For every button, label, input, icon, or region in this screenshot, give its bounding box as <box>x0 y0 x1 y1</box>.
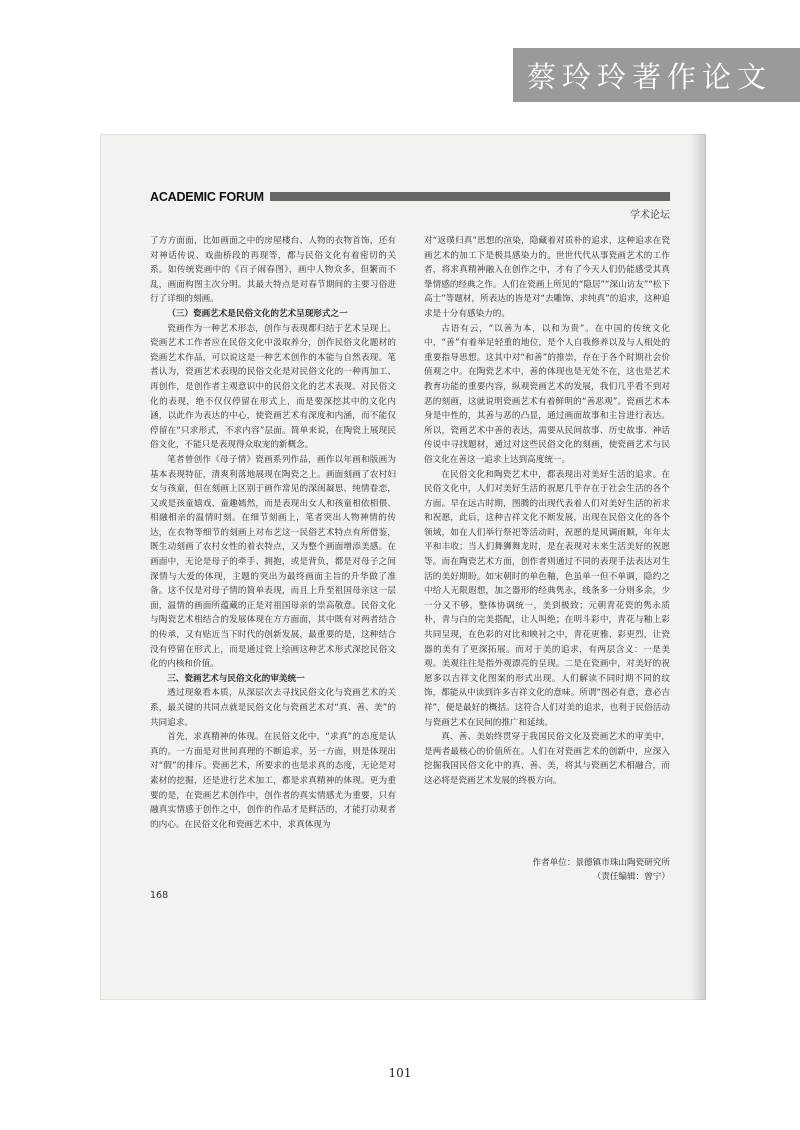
paragraph: 古语有云，“以善为本，以和为贵”。在中国的传统文化中，“善”有着举足轻重的地位，是个人自我修养以及与人相处的重要指导思想。这其中对“和善”的推崇，存在于各个时期社会价值观之中。在陶瓷艺术中，善的体现也是无处不在，这也是艺术教育功能的重要内容，纵观瓷画艺术的发展，我们几乎看不到对恶的刻画，这就说明瓷画艺术有着鲜明的“善恶观”。瓷画艺术本身是中性的，其善与恶的凸显，通过画面故事和主旨进行表达。所以，瓷画艺术中善的表达，需要从民间故事、历史故事、神话传说中寻找题材，通过对这些民俗文化的刻画，使瓷画艺术与民俗文化在善这一追求上达到高度统一。 <box>424 323 670 465</box>
paragraph: 首先，求真精神的体现。在民俗文化中，“求真”的态度是认真的。一方面是对世间真理的不断追求，另一方面，则是体现出对“假”的排斥。瓷画艺术，所要求的也是求真的态度，无论是对素材的挖掘，还是进行艺术加工，都是求真精神的体现。更为重要的是，在瓷画艺术创作中，创作者的真实情感尤为重要，只有融真实情感于创作之中，创作的作品才是鲜活的，才能打动观者的内心。在民俗文化和瓷画艺术中，求真体现为 <box>150 732 396 830</box>
section-heading: （三）瓷画艺术是民俗文化的艺术呈现形式之一 <box>167 308 348 319</box>
paragraph: 在民俗文化和陶瓷艺术中，都表现出对美好生活的追求。在民俗文化中，人们对美好生活的祝愿几乎存在于社会生活的各个方面。早在远古时期，图腾的出现代表着人们对美好生活的祈求和祝愿，此后，这种吉祥文化不断发展，出现在民俗文化的各个领域，如在人们举行祭祀等活动时，祝愿的是风调雨顺，年年太平和丰收；当人们舞狮舞龙时，是在表现对未来生活美好的祝愿等。而在陶瓷艺术方面，创作者则通过不同的表现手法表达对生活的美好期盼。如宋朝时的单色釉，色虽单一但不单调，隐约之中给人无限遐想，加之器形的经典隽永，线条多一分则多余，少一分又不够，整体协调统一，美到极致；元朝青花瓷的隽永质朴，青与白的完美搭配，让人叫绝；在明斗彩中，青花与釉上彩共同呈现，在色彩的对比和映衬之中，青花更雅、彩更烈，让瓷器的美有了更深拓展。而对于美的追求，有两层含义：一是美观。美观往往是指外观漂亮的呈现。二是在瓷画中，对美好的祝愿多以吉祥文化图案的形式出现。人们解读不同时期不同的纹饰，都能从中读到许多吉祥文化的意味。所谓“图必有意，意必吉祥”，便是最好的概括。这符合人们对美的追求，也利于民俗活动与瓷画艺术在民间的推广和延续。 <box>424 469 670 728</box>
binding-shadow <box>690 134 706 1000</box>
right-column <box>424 234 670 789</box>
document-banner <box>513 48 800 102</box>
paragraph: 了方方面面，比如画面之中的房屋楼台、人物的衣物首饰，还有对神话传说、戏曲桥段的再现等，都与民俗文化有着密切的关系。如传统瓷画中的《百子闹春图》，画中人物众多，但繁而不乱，画面构图主次分明。其最大特点是对春节期间的主要习俗进行了详细的刻画。 <box>150 236 396 305</box>
document-page-number: 101 <box>388 1066 412 1080</box>
author-affiliation: 作者单位：景德镇市珠山陶瓷研究所 <box>532 858 670 868</box>
author-info <box>424 856 670 884</box>
paragraph: 瓷画作为一种艺术形态，创作与表现都归结于艺术呈现上。瓷画艺术工作者应在民俗文化中汲取养分，创作民俗文化题材的瓷画艺术作品，可以说这是一种艺术创作的本能与自然表现。笔者认为，瓷画艺术表现的民俗文化是对民俗文化的一种再加工、再创作，是创作者主观意识中的民俗文化的艺术表现。对民俗文化的表现，绝不仅仅停留在形式上，而是要深挖其中的文化内涵，以此作为表达的中心，使瓷画艺术有深度和内涵，而不能仅停留在“只求形式，不求内容”层面。简单来说，在陶瓷上展现民俗文化，不能只是表现得众取宠的新概念。 <box>150 323 396 451</box>
banner-title: 蔡玲玲著作论文 <box>527 59 773 94</box>
paragraph: 对“返璞归真”思想的渲染，隐藏着对质朴的追求，这种追求在瓷画艺术的加工下是极具感染力的。世世代代从事瓷画艺术的工作者，将求真精神融入在创作之中，才有了今天人们仍能感受其真挚情感的经典之作。人们在瓷画上所见的“隐居”“深山访友”“松下高士”等题材，所表达的皆是对“去雕饰、求纯真”的追求，这种追求是十分有感染力的。 <box>424 236 670 319</box>
paragraph: 笔者曾创作《母子情》瓷画系列作品，画作以年画和版画为基本表现特征，清爽利落地展现在陶瓷之上。画面刻画了农村妇女与孩童，但在刻画上区别于画作常见的深闺凝思、纯情眷恋，又或是孩童嬉戏、童趣嫣然，而是表现出女人和孩童相依相偎、相融相亲的温情时刻。在细节刻画上，笔者突出人物神情的传达，在衣物等细节的刻画上对布艺这一民俗艺术特点有所借鉴，既生动刻画了农村女性的着衣特点，又为整个画面增添美感。在画面中，无论是母子的牵手、拥抱，或是背负，都是对母子之间深情与大爱的体现，主题的突出为最终画面主旨的升华做了准备。这不仅是对母子情的简单表现，而且上升至祖国母亲这一层面，温情的画面所蕴藏的正是对祖国母亲的崇高敬意。民俗文化与陶瓷艺术相结合的发展体现在方方面面，其中既有对两者结合的传承，又有贴近当下时代的创新发展，最重要的是，这种结合没有停留在形式上，而是通过瓷上绘画这种艺术形式深挖民俗文化的内核和价值。 <box>150 454 396 670</box>
responsible-editor: （责任编辑：曾宁） <box>592 872 670 882</box>
journal-header <box>150 186 670 221</box>
journal-section-title: 学术论坛 <box>630 210 670 221</box>
left-column <box>150 234 396 832</box>
journal-page-number: 168 <box>150 890 169 901</box>
section-heading: 三、瓷画艺术与民俗文化的审美统一 <box>167 673 305 684</box>
paragraph: 透过现象看本质，从深层次去寻找民俗文化与瓷画艺术的关系，最关键的共同点就是民俗文化与瓷画艺术对“真、善、美”的共同追求。 <box>150 688 396 728</box>
scanned-journal-page <box>100 134 706 1000</box>
paragraph: 真、善、美始终贯穿于我国民俗文化及瓷画艺术的审美中，是两者最核心的价值所在。人们在对瓷画艺术的创新中，应深入挖掘我国民俗文化中的真、善、美，将其与瓷画艺术相融合，而这必将是瓷画艺术发展的终极方向。 <box>424 732 670 786</box>
header-rule <box>270 192 670 201</box>
journal-brand: ACADEMIC FORUM <box>150 190 264 204</box>
